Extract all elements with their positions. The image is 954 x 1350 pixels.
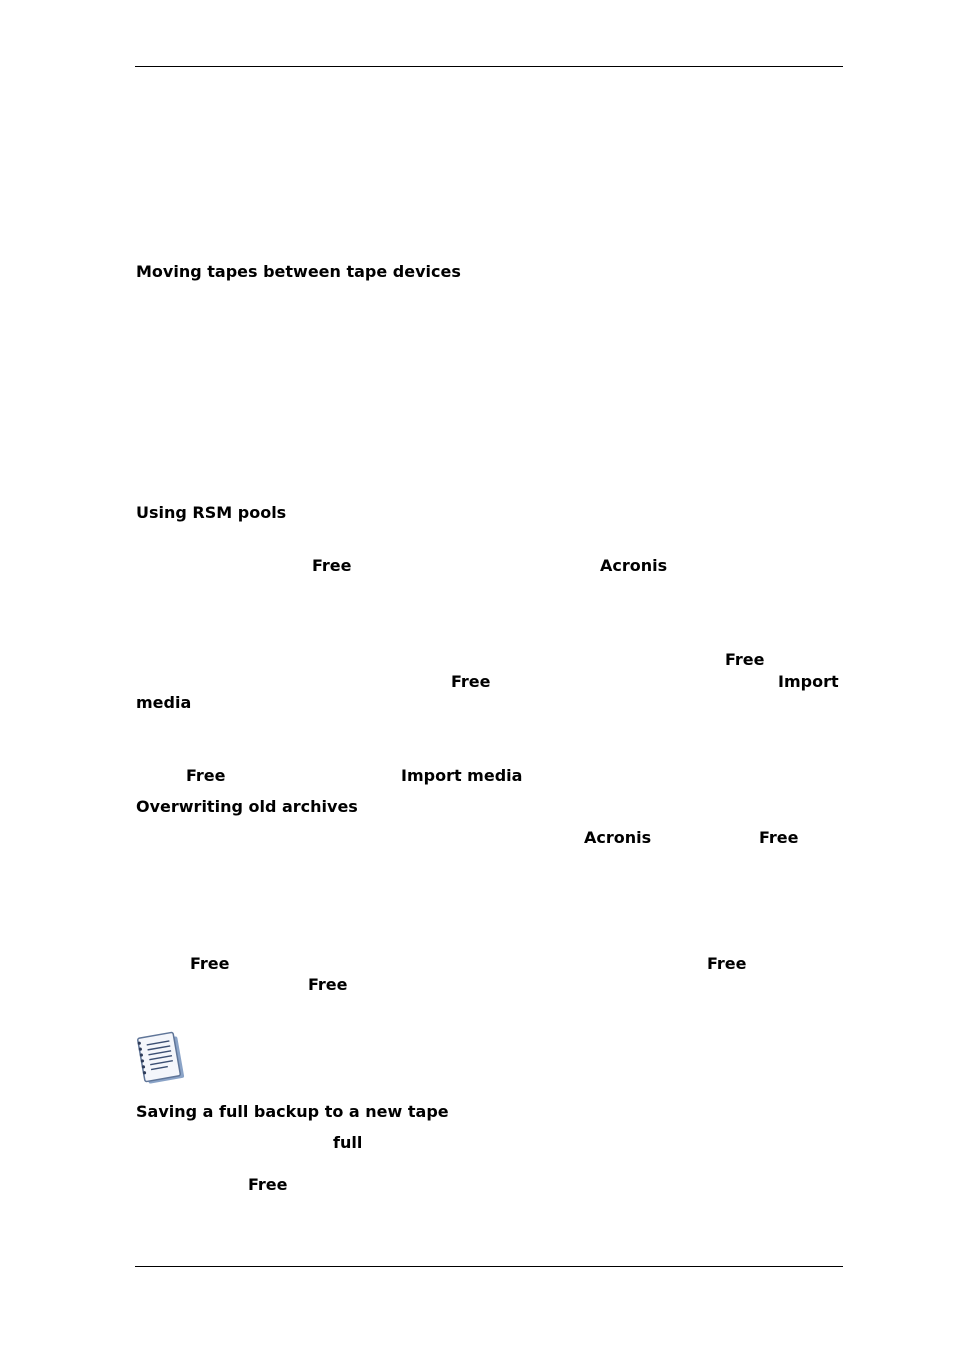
bold-term-free: Free xyxy=(725,650,765,669)
bold-term-free: Free xyxy=(308,975,348,994)
bold-term-free: Free xyxy=(186,766,226,785)
bold-term-import-media: Import media xyxy=(401,766,523,785)
bold-term-free: Free xyxy=(248,1175,288,1194)
bold-term-import: Import xyxy=(778,672,839,691)
bold-term-free: Free xyxy=(451,672,491,691)
bold-term-free: Free xyxy=(312,556,352,575)
bold-term-free: Free xyxy=(707,954,747,973)
heading-moving-tapes: Moving tapes between tape devices xyxy=(136,262,461,281)
heading-overwriting-old-archives: Overwriting old archives xyxy=(136,797,358,816)
bold-term-full: full xyxy=(333,1133,363,1152)
bold-term-free: Free xyxy=(759,828,799,847)
bold-term-acronis: Acronis xyxy=(600,556,668,575)
heading-using-rsm-pools: Using RSM pools xyxy=(136,503,287,522)
bold-term-acronis: Acronis xyxy=(584,828,652,847)
header-rule xyxy=(135,66,843,67)
note-icon xyxy=(136,1030,186,1084)
footer-rule xyxy=(135,1266,843,1267)
bold-term-media: media xyxy=(136,693,192,712)
bold-term-free: Free xyxy=(190,954,230,973)
heading-saving-full-backup: Saving a full backup to a new tape xyxy=(136,1102,449,1121)
